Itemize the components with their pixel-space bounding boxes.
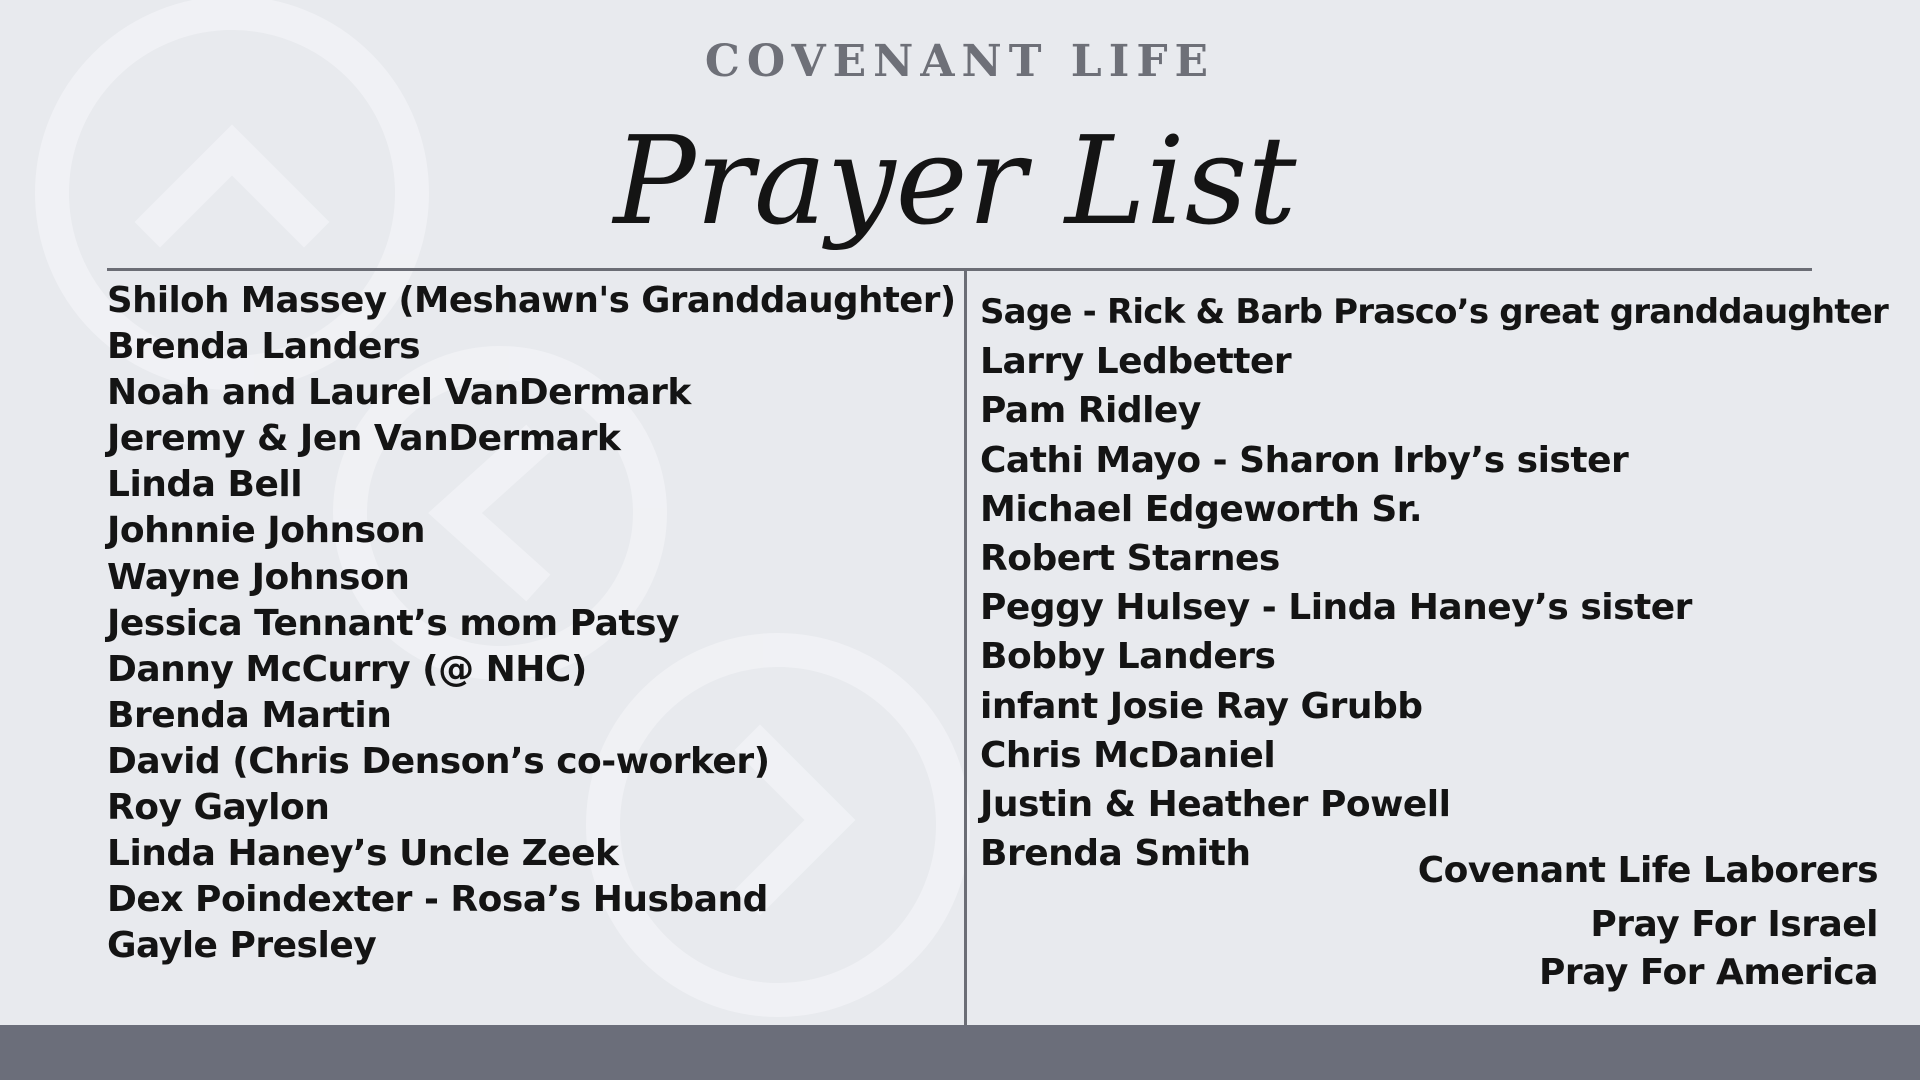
list-item: Bobby Landers bbox=[980, 636, 1276, 678]
horizontal-divider bbox=[107, 268, 1812, 271]
list-item: Robert Starnes bbox=[980, 537, 1280, 579]
list-item: Johnnie Johnson bbox=[107, 510, 425, 552]
organization-name: COVENANT LIFE bbox=[704, 36, 1216, 87]
special-requests bbox=[1418, 850, 1878, 997]
laborers-request: Covenant Life Laborers bbox=[1417, 850, 1878, 891]
page-title: Prayer List bbox=[613, 110, 1297, 252]
list-item: Noah and Laurel VanDermark bbox=[107, 372, 691, 414]
list-item: Jessica Tennant’s mom Patsy bbox=[107, 602, 679, 644]
list-item: Linda Haney’s Uncle Zeek bbox=[107, 833, 619, 875]
list-item: Chris McDaniel bbox=[980, 734, 1276, 776]
list-item: Peggy Hulsey - Linda Haney’s sister bbox=[980, 587, 1692, 629]
list-item: Cathi Mayo - Sharon Irby’s sister bbox=[980, 439, 1629, 481]
prayer-list-right-column bbox=[980, 288, 1915, 878]
list-item: Danny McCurry (@ NHC) bbox=[107, 648, 587, 690]
list-item: Pam Ridley bbox=[980, 390, 1201, 432]
list-item: Brenda Smith bbox=[980, 833, 1251, 875]
list-item: Dex Poindexter - Rosa’s Husband bbox=[107, 879, 768, 921]
list-item: Wayne Johnson bbox=[107, 556, 410, 598]
list-item: Michael Edgeworth Sr. bbox=[980, 488, 1423, 530]
america-request: Pray For America bbox=[1539, 952, 1878, 993]
list-item: Brenda Landers bbox=[107, 326, 421, 368]
list-item: Sage - Rick & Barb Prasco’s great granddaughter bbox=[980, 292, 1889, 332]
israel-request: Pray For Israel bbox=[1590, 904, 1878, 945]
list-item: Justin & Heather Powell bbox=[980, 783, 1451, 825]
list-item: Larry Ledbetter bbox=[980, 341, 1292, 383]
list-item: infant Josie Ray Grubb bbox=[980, 685, 1423, 727]
list-item: Gayle Presley bbox=[107, 925, 377, 967]
list-item: Roy Gaylon bbox=[107, 787, 330, 829]
list-item: Jeremy & Jen VanDermark bbox=[107, 418, 621, 460]
list-item: Linda Bell bbox=[107, 464, 303, 506]
prayer-list-left-column bbox=[107, 278, 957, 969]
list-item: Brenda Martin bbox=[107, 694, 392, 736]
list-item: David (Chris Denson’s co-worker) bbox=[107, 740, 770, 782]
list-item: Shiloh Massey (Meshawn's Granddaughter) bbox=[107, 280, 956, 321]
footer-bar bbox=[0, 1025, 1920, 1080]
vertical-divider bbox=[964, 270, 967, 1025]
